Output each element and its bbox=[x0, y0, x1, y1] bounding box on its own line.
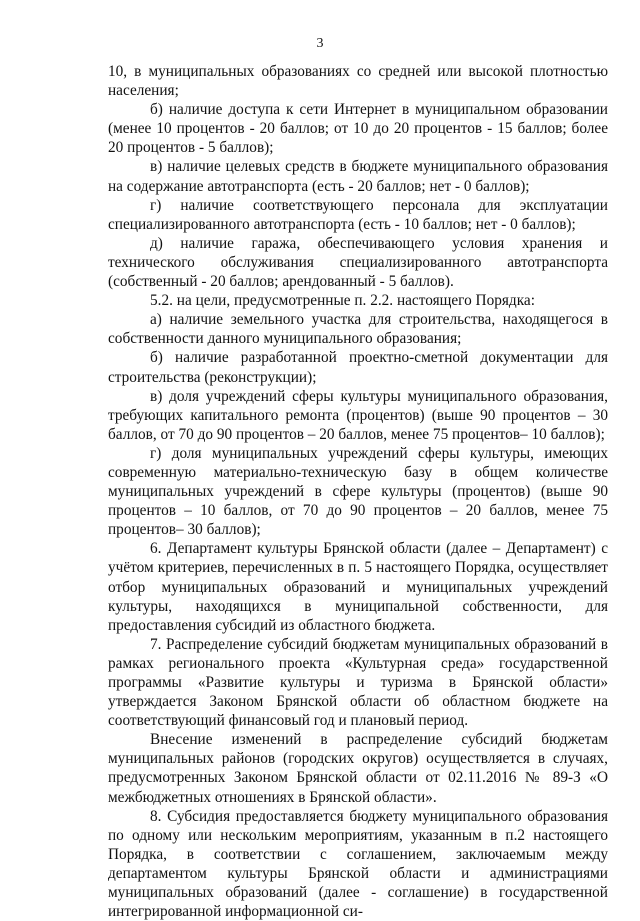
paragraph: г) доля муниципальных учреждений сферы культуры, имеющих современную материально-техническую базу в общем количестве муниципальных учреждений в сфере культуры (процентов) (выше 90 процентов – 10 баллов, от 70 до 90 процентов – 20 баллов, менее 75 процентов– 30 баллов); bbox=[108, 444, 608, 539]
paragraph: в) наличие целевых средств в бюджете муниципального образования на содержание автотранспорта (есть - 20 баллов; нет - 0 баллов); bbox=[108, 158, 608, 195]
paragraph: в) доля учреждений сферы культуры муниципального образования, требующих капитального ремонта (процентов) (выше 90 процентов – 30 баллов, от 70 до 90 процентов – 20 баллов, менее 75 процентов– 10 баллов); bbox=[108, 387, 608, 443]
paragraph: Внесение изменений в распределение субсидий бюджетам муниципальных районов (городских округов) осуществляется в случаях, предусмотренных Законом Брянской области от 02.11.2016 № 89-З «О межбюджетных отношениях в Брянской области». bbox=[108, 731, 608, 806]
paragraph: д) наличие гаража, обеспечивающего условия хранения и технического обслуживания специализированного автотранспорта (собственный - 20 баллов; арендованный - 5 баллов). bbox=[108, 234, 608, 291]
paragraph: б) наличие доступа к сети Интернет в муниципальном образовании (менее 10 процентов - 20 баллов; от 10 до 20 процентов - 15 баллов; более 20 процентов - 5 баллов); bbox=[108, 101, 608, 157]
paragraph: 8. Субсидия предоставляется бюджету муниципального образования по одному или нескольким мероприятиям, указанным в п.2 настоящего Порядка, в соответствии с соглашением, заключаемым между департаментом культуры Брянской области и администрациями муниципальных образований (далее - соглашение) в государственной интегрированной информационной си- bbox=[108, 807, 608, 921]
paragraph: г) наличие соответствующего персонала для эксплуатации специализированного автотранспорта (есть - 10 баллов; нет - 0 баллов); bbox=[108, 196, 608, 233]
page-number: 3 bbox=[316, 36, 324, 51]
paragraph: б) наличие разработанной проектно-сметной документации для строительства (реконструкции); bbox=[108, 349, 608, 386]
paragraph: а) наличие земельного участка для строительства, находящегося в собственности данного муниципального образования; bbox=[108, 311, 608, 348]
paragraph: 7. Распределение субсидий бюджетам муниципальных образований в рамках регионального проекта «Культурная среда» государственной программы «Развитие культуры и туризма в Брянской области» утверждается Законом Брянской области об областном бюджете на соответствующий финансовый год и плановый период. bbox=[108, 635, 608, 730]
paragraph: 10, в муниципальных образованиях со средней или высокой плотностью населения; bbox=[108, 63, 608, 100]
paragraph: 5.2. на цели, предусмотренные п. 2.2. настоящего Порядка: bbox=[150, 292, 535, 310]
paragraph: 6. Департамент культуры Брянской области (далее – Департамент) с учётом критериев, перечисленных в п. 5 настоящего Порядка, осуществляет отбор муниципальных образований и муниципальных учреждений культуры, находящихся в муниципальной собственности, для предоставления субсидий из областного бюджета. bbox=[108, 540, 608, 634]
document-body bbox=[108, 62, 608, 921]
